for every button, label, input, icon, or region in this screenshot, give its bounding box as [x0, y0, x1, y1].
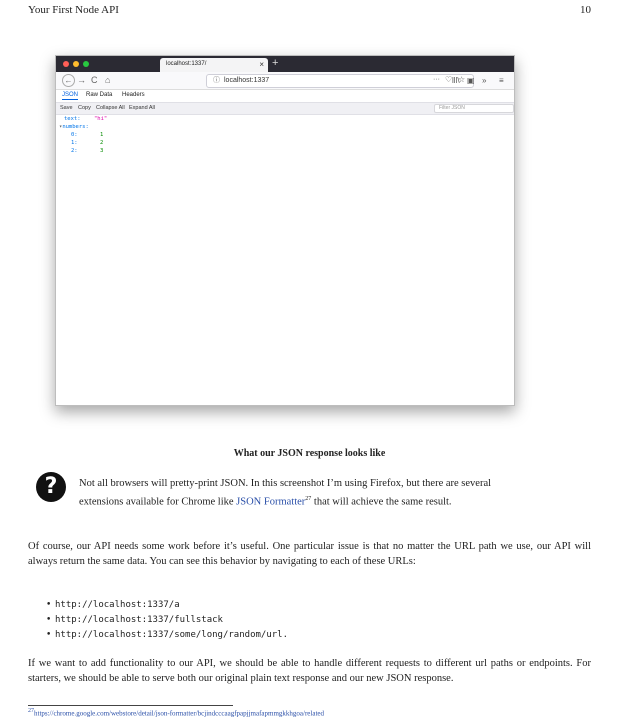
figure-caption: What our JSON response looks like: [233, 448, 386, 459]
footnote-number: 27: [28, 708, 34, 714]
copy-button[interactable]: Copy: [78, 105, 91, 111]
url-list: [46, 598, 288, 643]
url-code: http://localhost:1337/fullstack: [55, 615, 223, 625]
bullet-icon: •: [46, 615, 52, 625]
library-icon[interactable]: lll\: [452, 76, 460, 85]
home-icon[interactable]: ⌂: [105, 75, 111, 85]
footnote-link[interactable]: https://chrome.google.com/webstore/detail/json-formatter/bcjindcccaagfpapjjmafapmmgkkhgoa/related: [34, 709, 325, 718]
url-bar[interactable]: [206, 74, 474, 88]
url-code: http://localhost:1337/some/long/random/url.: [55, 630, 288, 640]
bullet-icon: •: [46, 630, 52, 640]
json-formatter-link[interactable]: JSON Formatter: [236, 496, 306, 507]
more-actions-icon[interactable]: ···: [433, 76, 440, 83]
tab-raw-data[interactable]: Raw Data: [86, 92, 113, 98]
tip-text-after: that will achieve the same result.: [311, 496, 452, 507]
json-key: 1:: [71, 140, 78, 146]
tab-headers[interactable]: Headers: [122, 92, 145, 98]
bullet-icon: •: [46, 600, 52, 610]
browser-navbar: [56, 72, 514, 90]
running-header: [28, 4, 591, 20]
json-key: 0:: [71, 132, 78, 138]
save-button[interactable]: Save: [60, 105, 73, 111]
json-string-value: "hi": [94, 116, 108, 122]
forward-icon[interactable]: →: [77, 75, 86, 85]
browser-screenshot: [55, 55, 515, 406]
filter-json-input[interactable]: Filter JSON: [434, 104, 514, 113]
bookmark-star-icon[interactable]: ☆: [458, 75, 466, 84]
json-key: numbers:: [62, 124, 89, 130]
footnote: [28, 708, 324, 717]
tab-json[interactable]: JSON: [62, 92, 79, 98]
collapse-all-button[interactable]: Collapse All: [96, 105, 125, 111]
url-code: http://localhost:1337/a: [55, 600, 180, 610]
json-viewer-toolbar: [56, 102, 514, 115]
json-number-value: 1: [100, 132, 104, 138]
tip-callout: [79, 477, 509, 510]
list-item: [46, 598, 288, 613]
json-row-item[interactable]: [71, 131, 104, 139]
new-tab-icon[interactable]: +: [272, 57, 279, 69]
list-item: [46, 613, 288, 628]
paragraph-url-behavior: Of course, our API needs some work before it’s useful. One particular issue is that no matter the URL path we use, our API will always return the same data. You can see this behavior by navigating to each of these URLs:: [28, 541, 591, 567]
chapter-title: Your First Node API: [28, 4, 119, 16]
tip-text-before: Not all browsers will pretty-print JSON. In this screenshot I’m using Firefox, but there are several extensions available for Chrome like: [79, 478, 492, 507]
question-mark-icon: ?: [36, 472, 66, 502]
sidebar-icon[interactable]: ▣: [467, 76, 475, 85]
list-item: [46, 628, 288, 643]
paragraph-endpoints: If we want to add functionality to our API, we should be able to handle different requests to different url paths or endpoints. For starters, we should be able to serve both our original plain text response and our new JSON response.: [28, 658, 591, 684]
json-number-value: 2: [100, 140, 104, 146]
json-row-item[interactable]: [71, 147, 104, 155]
json-number-value: 3: [100, 148, 104, 154]
overflow-icon[interactable]: »: [482, 76, 487, 85]
json-row-text[interactable]: [64, 115, 108, 123]
hamburger-menu-icon[interactable]: ≡: [499, 76, 504, 85]
maximize-window-dot[interactable]: [83, 61, 89, 67]
expand-twisty-icon[interactable]: ▾: [59, 124, 63, 130]
browser-tab[interactable]: [160, 58, 268, 72]
json-key: text:: [64, 116, 81, 122]
tab-close-icon[interactable]: ×: [259, 60, 264, 69]
page-number: 10: [580, 4, 591, 16]
minimize-window-dot[interactable]: [73, 61, 79, 67]
reload-icon[interactable]: C: [91, 75, 98, 85]
expand-all-button[interactable]: Expand All: [129, 105, 155, 111]
back-icon[interactable]: ←: [62, 74, 75, 87]
tab-title: localhost:1337/: [166, 61, 207, 67]
url-text[interactable]: localhost:1337: [224, 77, 270, 84]
browser-titlebar: [56, 56, 514, 72]
json-viewer-tabs: [56, 90, 514, 101]
footnote-rule: [28, 705, 233, 706]
close-window-dot[interactable]: [63, 61, 69, 67]
json-key: 2:: [71, 148, 78, 154]
json-row-numbers[interactable]: [59, 123, 89, 131]
pocket-icon[interactable]: ♡: [445, 75, 453, 84]
info-icon[interactable]: ⓘ: [213, 77, 220, 84]
footnote-ref[interactable]: 27: [305, 495, 312, 502]
json-row-item[interactable]: [71, 139, 104, 147]
